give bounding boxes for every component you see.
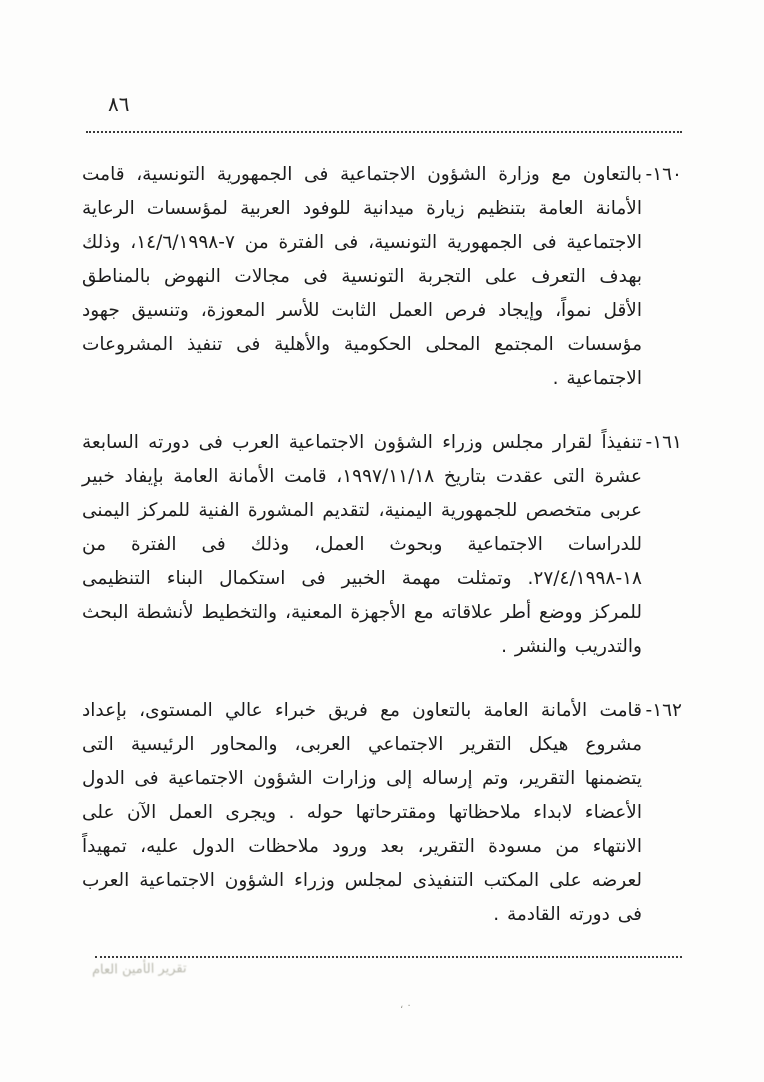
paragraph-162 — [82, 694, 682, 932]
paragraph-number: ١٦٠- — [645, 164, 682, 185]
paragraph-number: ١٦٢- — [645, 700, 682, 721]
paragraph-text: بالتعاون مع وزارة الشؤون الاجتماعية فى الجمهورية التونسية، قامت الأمانة العامة بتنظيم زيارة ميدانية للوفود العربية لمؤسسات الرعاية الاجتماعية فى الجمهورية التونسية، فى الفترة من ٧-١٤/٦/١٩٩٨، وذلك بهدف التعرف على التجربة التونسية فى مجالات النهوض بالمناطق الأقل نمواً، وإيجاد فرص العمل الثابت للأسر المعوزة، وتنسيق جهود مؤسسات المجتمع المحلى الحكومية والأهلية فى تنفيذ المشروعات الاجتماعية . — [82, 164, 642, 389]
dotted-divider-bottom — [95, 956, 682, 958]
paragraph-text: تنفيذاً لقرار مجلس وزراء الشؤون الاجتماعية العرب فى دورته السابعة عشرة التى عقدت بتاريخ ١٩٩٧/١١/١٨، قامت الأمانة العامة بإيفاد خبير عربى متخصص للجمهورية اليمنية، لتقديم المشورة الفنية للمركز اليمنى للدراسات الاجتماعية وبحوث العمل، وذلك فى الفترة من ١٨-٢٧/٤/١٩٩٨. وتمثلت مهمة الخبير فى استكمال البناء التنظيمى للمركز ووضع أطر علاقاته مع الأجهزة المعنية، والتخطيط لأنشطة البحث والتدريب والنشر . — [82, 432, 642, 657]
paragraph-text: قامت الأمانة العامة بالتعاون مع فريق خبراء عالي المستوى، بإعداد مشروع هيكل التقرير الاجتماعي العربى، والمحاور الرئيسية التى يتضمنها التقرير، وتم إرساله إلى وزارات الشؤون الاجتماعية فى الدول الأعضاء لابداء ملاحظاتها ومقترحاتها حوله . ويجرى العمل الآن على الانتهاء من مسودة التقرير، بعد ورود ملاحظات الدول عليه، تمهيداً لعرضه على المكتب التنفيذى لمجلس وزراء الشؤون الاجتماعية العرب فى دورته القادمة . — [82, 700, 642, 925]
paragraph-160 — [82, 158, 682, 396]
dotted-divider-top — [86, 131, 682, 133]
paragraph-161 — [82, 426, 682, 664]
document-body — [82, 158, 682, 962]
faint-handwritten-footer-note: تقرير الأمين العام — [91, 961, 187, 978]
page-number: ٨٦ — [108, 92, 130, 116]
paragraph-number: ١٦١- — [645, 432, 682, 453]
stray-scan-marks: ، ٠ — [400, 1000, 412, 1011]
